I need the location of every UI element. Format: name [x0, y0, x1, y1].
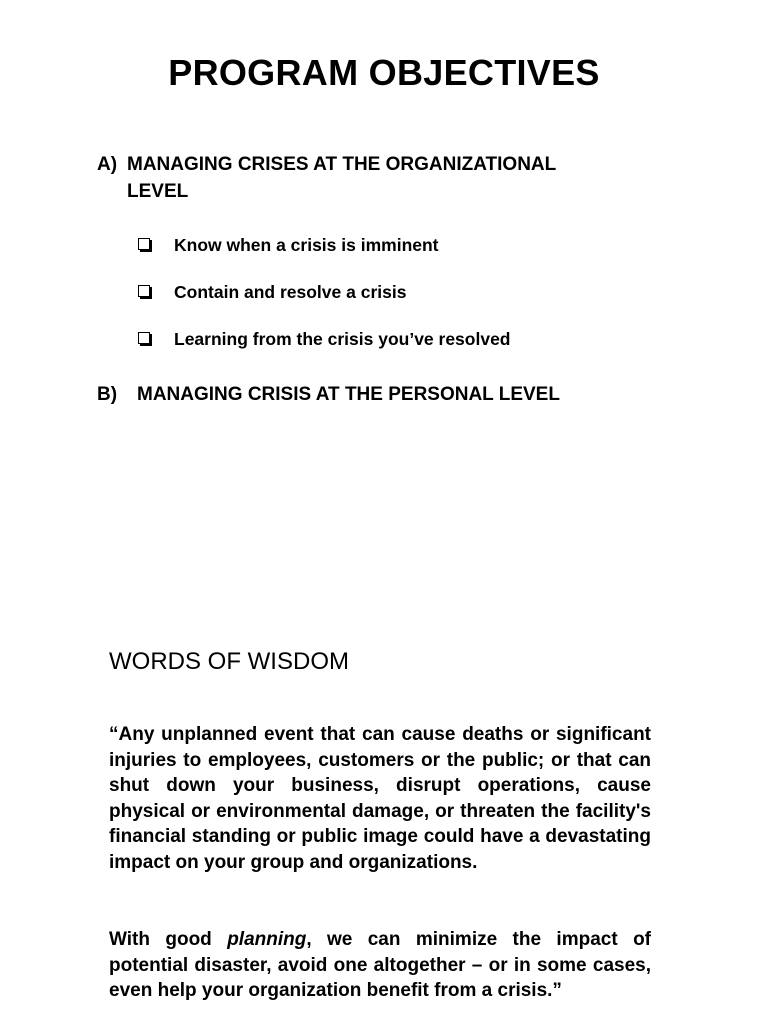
- section-b-heading: [97, 381, 657, 408]
- checkbox-bullet-icon: [138, 238, 150, 250]
- section-a-heading-line1: MANAGING CRISES AT THE ORGANIZATIONAL: [127, 154, 557, 175]
- wisdom-heading: WORDS OF WISDOM: [109, 648, 349, 675]
- checkbox-bullet-icon: [138, 285, 150, 297]
- section-b-label: B): [97, 384, 118, 405]
- page-title: PROGRAM OBJECTIVES: [168, 52, 600, 93]
- objectives-list: [138, 232, 511, 373]
- section-b-heading-text: MANAGING CRISIS AT THE PERSONAL LEVEL: [137, 384, 560, 405]
- list-item-text: Know when a crisis is imminent: [174, 234, 439, 255]
- quote-paragraph-2-end: , we can minimize the impact of potential disaster, avoid one altogether – or in some cases, even help your organization benefit from a crisis.”: [109, 929, 651, 1001]
- quote-emphasis: planning: [227, 929, 307, 950]
- quote-paragraph-2: [109, 927, 651, 1004]
- checkbox-bullet-icon: [138, 332, 150, 344]
- list-item: [138, 279, 511, 305]
- list-item-text: Learning from the crisis you’ve resolved: [174, 328, 511, 349]
- list-item-text: Contain and resolve a crisis: [174, 281, 407, 302]
- section-a-label: A): [97, 154, 118, 175]
- quote-paragraph-2-start: With good: [109, 929, 228, 950]
- section-a-heading: [97, 151, 657, 205]
- quote-paragraph-1: “Any unplanned event that can cause deaths or significant injuries to employees, customers or the public; or that can shut down your business, disrupt operations, cause physical or environmental damage, or threaten the facility's financial standing or public image could have a devastating impact on your group and organizations.: [109, 724, 651, 873]
- list-item: [138, 232, 511, 258]
- list-item: [138, 326, 511, 352]
- section-a-heading-line2: LEVEL: [127, 181, 189, 202]
